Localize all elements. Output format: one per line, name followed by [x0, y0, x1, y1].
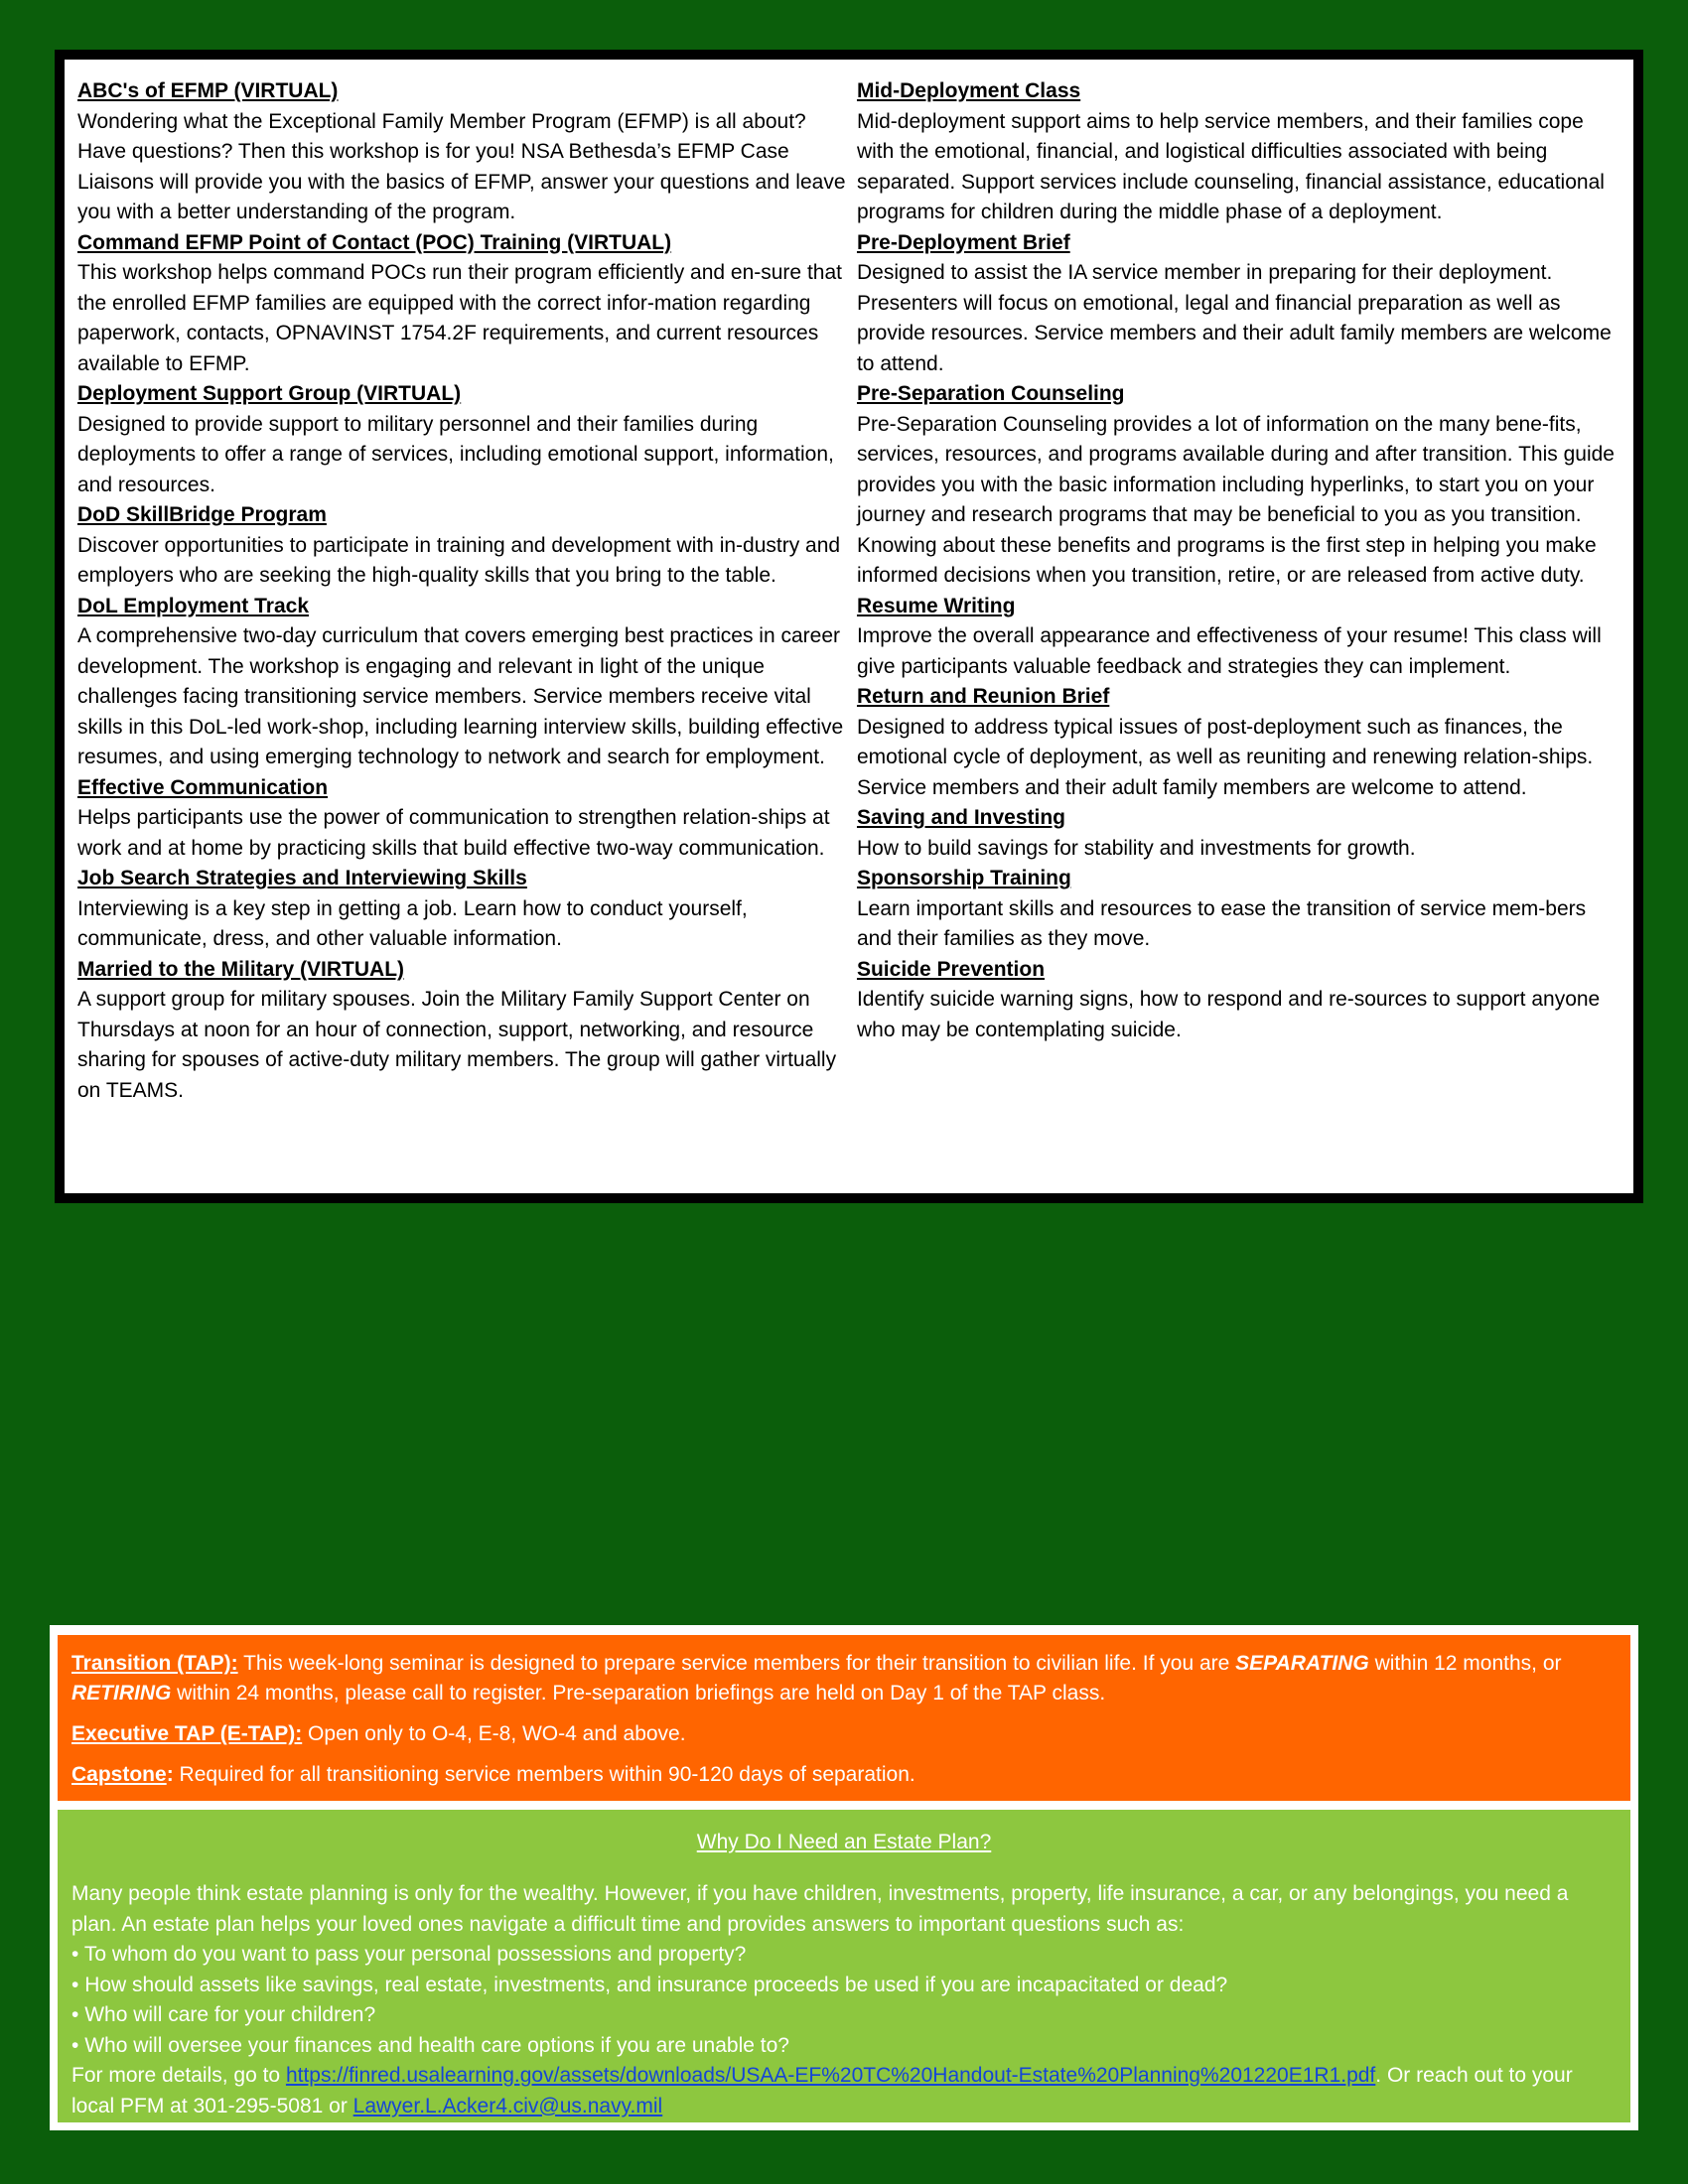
workshop-title: Mid-Deployment Class [856, 79, 1081, 102]
workshop-title: Command EFMP Point of Contact (POC) Training (VIRTUAL) [77, 230, 672, 254]
workshop-description: This workshop helps command POCs run their program efficiently and en-sure that the enrolled EFMP families are equipped with the correct infor-mation regarding paperwork, contacts, OPNAVINST 1754.2F requirements, and current resources available to EFMP. [77, 261, 842, 375]
list-item: • To whom do you want to pass your personal possessions and property? [71, 1940, 1617, 1971]
workshop-column-right [857, 76, 1623, 1183]
workshop-descriptions-box [55, 50, 1643, 1203]
workshop-title: Deployment Support Group (VIRTUAL) [77, 382, 462, 405]
tap-box-frame [50, 1625, 1638, 1809]
workshop-title: Resume Writing [856, 594, 1016, 617]
workshop-description: Improve the overall appearance and effectiveness of your resume! This class will give participants valuable feedback and strategies they can implement. [856, 624, 1602, 678]
workshop-description: Designed to assist the IA service member in preparing for their deployment. Presenters will focus on emotional, legal and financial preparation as well as provide resources. Service members and their adult family members are welcome to attend. [856, 261, 1612, 375]
retiring-emphasis: RETIRING [71, 1682, 172, 1705]
workshop-entry [77, 500, 849, 592]
workshop-description: A comprehensive two-day curriculum that covers emerging best practices in career development. The workshop is engaging and relevant in light of the unique challenges facing transitioning service members. Service members receive vital skills in this DoL-led work-shop, including learning interview skills, building effective resumes, and using emerging technology to network and search for employment. [77, 624, 844, 768]
workshop-title: Suicide Prevention [856, 957, 1046, 981]
tap-transition-label: Transition (TAP): [71, 1652, 238, 1675]
workshop-entry [77, 76, 849, 228]
tap-transition-text: within 24 months, please call to register. Pre-separation briefings are held on Day 1 of the TAP class. [171, 1682, 1106, 1705]
estate-plan-title: Why Do I Need an Estate Plan? [696, 1831, 992, 1853]
workshop-entry [77, 864, 849, 955]
estate-plan-box [58, 1810, 1630, 2122]
workshop-entry [77, 773, 849, 865]
workshop-entry [77, 379, 849, 500]
estate-plan-details [71, 2061, 1617, 2121]
workshop-description: Designed to address typical issues of post-deployment such as finances, the emotional cycle of deployment, as well as reuniting and renewing relation-ships. Service members and their adult family members are welcome to attend. [856, 715, 1594, 799]
tap-transition-text: within 12 months, or [1368, 1652, 1562, 1675]
workshop-entry [857, 228, 1623, 380]
workshop-title: DoL Employment Track [77, 594, 310, 617]
workshop-title: Effective Communication [77, 775, 329, 799]
list-item: • Who will oversee your finances and health care options if you are unable to? [71, 2031, 1617, 2062]
estate-plan-box-frame [50, 1803, 1638, 2130]
workshop-description: Interviewing is a key step in getting a job. Learn how to conduct yourself, communicate, dress, and other valuable information. [77, 896, 748, 950]
workshop-title: Sponsorship Training [856, 867, 1071, 889]
workshop-entry [77, 592, 849, 773]
workshop-title: ABC's of EFMP (VIRTUAL) [77, 79, 339, 102]
workshop-title: DoD SkillBridge Program [77, 503, 327, 526]
workshop-description: A support group for military spouses. Join the Military Family Support Center on Thursdays at noon for an hour of connection, support, networking, and resource sharing for spouses of active-duty military members. The group will gather virtually on TEAMS. [77, 988, 837, 1102]
details-mid: . Or reach out to your local PFM at 301-295-5081 or [71, 2064, 1573, 2117]
workshop-entry [857, 803, 1623, 864]
workshop-entry [857, 682, 1623, 803]
workshop-title: Saving and Investing [856, 806, 1066, 829]
estate-planning-handout-link[interactable]: https://finred.usalearning.gov/assets/downloads/USAA-EF%20TC%20Handout-Estate%20Planning%201220E1R1.pdf [285, 2064, 1376, 2087]
workshop-description: Designed to provide support to military personnel and their families during deployments to offer a range of services, including emotional support, information, and resources. [77, 412, 834, 496]
details-prefix: For more details, go to [71, 2064, 286, 2087]
workshop-entry [857, 955, 1623, 1046]
workshop-entry [857, 76, 1623, 228]
workshop-description: Helps participants use the power of communication to strengthen relation-ships at work and at home by practicing skills that build effective two-way communication. [77, 806, 830, 860]
workshop-title: Married to the Military (VIRTUAL) [77, 957, 405, 981]
tap-etap-paragraph [71, 1719, 1617, 1749]
workshop-description: How to build savings for stability and investments for growth. [856, 836, 1416, 860]
tap-transition-paragraph [71, 1649, 1617, 1708]
workshop-entry [857, 592, 1623, 683]
workshop-description: Learn important skills and resources to ease the transition of service mem-bers and their families as they move. [856, 896, 1587, 950]
workshop-entry [77, 228, 849, 380]
workshop-description: Pre-Separation Counseling provides a lot of information on the many bene-fits, services, resources, and programs available during and after transition. This guide provides you with the basic information including hyperlinks, to start you on your journey and research programs that may be beneficial to you as you transition. Knowing about these benefits and programs is the first step in helping you make informed decisions when you transition, retire, or are released from active duty. [856, 412, 1615, 587]
workshop-title: Pre-Deployment Brief [856, 230, 1070, 254]
capstone-colon: : [166, 1763, 174, 1786]
estate-plan-intro: Many people think estate planning is only for the wealthy. However, if you have children, investments, property, life insurance, a car, or any belongings, you need a plan. An estate plan helps your loved ones navigate a difficult time and provides answers to important questions such as: [71, 1882, 1569, 1936]
capstone-text: Required for all transitioning service members within 90-120 days of separation. [173, 1763, 915, 1786]
list-item: • How should assets like savings, real estate, investments, and insurance proceeds be used if you are incapacitated or dead? [71, 1971, 1617, 2001]
etap-text: Open only to O-4, E-8, WO-4 and above. [302, 1722, 686, 1745]
etap-label: Executive TAP (E-TAP): [71, 1722, 303, 1745]
workshop-entry [857, 864, 1623, 955]
workshop-description: Mid-deployment support aims to help service members, and their families cope with the emotional, financial, and logistical difficulties associated with being separated. Support services include counseling, financial assistance, educational programs for children during the middle phase of a deployment. [856, 109, 1605, 223]
workshop-entry [77, 955, 849, 1107]
workshop-description: Discover opportunities to participate in training and development with in-dustry and employers who are seeking the high-quality skills that you bring to the table. [77, 533, 841, 587]
workshop-title: Pre-Separation Counseling [856, 382, 1125, 405]
estate-plan-questions [71, 1940, 1617, 2061]
capstone-label: Capstone [71, 1763, 167, 1786]
pfm-email-link[interactable]: Lawyer.L.Acker4.civ@us.navy.mil [352, 2094, 663, 2117]
list-item: • Who will care for your children? [71, 2000, 1617, 2031]
separating-emphasis: SEPARATING [1235, 1652, 1369, 1675]
tap-capstone-paragraph [71, 1760, 1617, 1790]
workshop-description: Identify suicide warning signs, how to respond and re-sources to support anyone who may be contemplating suicide. [856, 988, 1601, 1041]
workshop-title: Return and Reunion Brief [856, 685, 1110, 708]
workshop-description: Wondering what the Exceptional Family Member Program (EFMP) is all about? Have questions? Then this workshop is for you! NSA Bethesda’s EFMP Case Liaisons will provide you with the basics of EFMP, answer your questions and leave you with a better understanding of the program. [77, 109, 846, 223]
workshop-title: Job Search Strategies and Interviewing Skills [77, 867, 527, 889]
tap-transition-text: This week-long seminar is designed to prepare service members for their transition to civilian life. If you are [237, 1652, 1236, 1675]
tap-box [58, 1635, 1630, 1801]
workshop-column-left [77, 76, 849, 1183]
workshop-entry [857, 379, 1623, 592]
